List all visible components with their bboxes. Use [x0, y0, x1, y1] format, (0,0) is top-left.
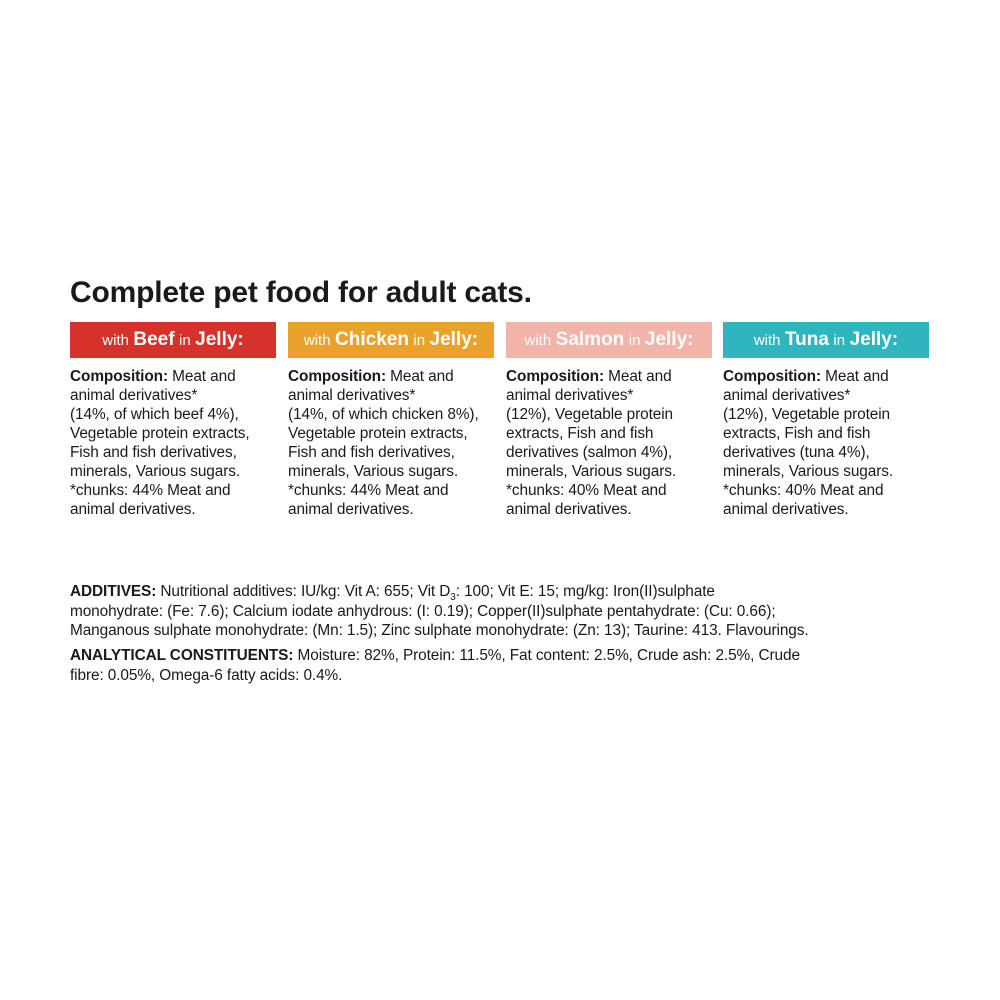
variant-banner: [70, 322, 276, 358]
banner-jelly: Jelly:: [849, 329, 899, 350]
composition-text: [506, 367, 712, 519]
variant-banner: [506, 322, 712, 358]
composition-line: animal derivatives*: [288, 387, 416, 404]
composition-text: [70, 367, 276, 519]
composition-line: animal derivatives*: [70, 387, 198, 404]
composition-line: minerals, Various sugars.: [70, 463, 240, 480]
composition-line: extracts, Fish and fish: [723, 425, 871, 442]
composition-line: Fish and fish derivatives,: [70, 444, 237, 461]
banner-jelly: Jelly:: [644, 329, 694, 350]
subscript: 3: [450, 592, 456, 604]
analytical-label: ANALYTICAL CONSTITUENTS:: [70, 647, 294, 664]
page-title: Complete pet food for adult cats.: [70, 276, 532, 309]
composition-line: Fish and fish derivatives,: [288, 444, 455, 461]
composition-text: [288, 367, 494, 519]
composition-line: *chunks: 44% Meat and: [70, 482, 231, 499]
variant-salmon: [506, 322, 712, 519]
variant-banner: [723, 322, 929, 358]
composition-line: Meat and: [172, 368, 236, 385]
variant-chicken: [288, 322, 494, 519]
composition-line: Meat and: [390, 368, 454, 385]
composition-line: animal derivatives.: [506, 501, 632, 518]
composition-line: animal derivatives*: [506, 387, 634, 404]
composition-line: (12%), Vegetable protein: [723, 406, 891, 423]
banner-with: with: [303, 332, 331, 349]
composition-line: Meat and: [608, 368, 672, 385]
composition-line: *chunks: 44% Meat and: [288, 482, 449, 499]
composition-line: (12%), Vegetable protein: [506, 406, 674, 423]
composition-line: animal derivatives.: [723, 501, 849, 518]
composition-line: *chunks: 40% Meat and: [506, 482, 667, 499]
composition-line: minerals, Various sugars.: [723, 463, 893, 480]
composition-label: Composition:: [70, 368, 168, 385]
variant-banner: [288, 322, 494, 358]
composition-line: extracts, Fish and fish: [506, 425, 654, 442]
banner-flavour: Chicken: [335, 329, 409, 350]
composition-line: *chunks: 40% Meat and: [723, 482, 884, 499]
composition-label: Composition:: [288, 368, 386, 385]
composition-line: Vegetable protein extracts,: [288, 425, 468, 442]
analytical-line: fibre: 0.05%, Omega-6 fatty acids: 0.4%.: [70, 666, 343, 684]
composition-label: Composition:: [723, 368, 821, 385]
additives-line: Manganous sulphate monohydrate: (Mn: 1.5); Zinc sulphate monohydrate: (Zn: 13); Taurine: 413. Flavourings.: [70, 622, 809, 639]
composition-line: minerals, Various sugars.: [288, 463, 458, 480]
composition-line: minerals, Various sugars.: [506, 463, 676, 480]
composition-line: (14%, of which beef 4%),: [70, 406, 239, 423]
analytical-section: [70, 646, 950, 685]
banner-jelly: Jelly:: [429, 329, 479, 350]
variant-beef: [70, 322, 276, 519]
analytical-line: Moisture: 82%, Protein: 11.5%, Fat content: 2.5%, Crude ash: 2.5%, Crude: [297, 647, 800, 664]
composition-line: derivatives (salmon 4%),: [506, 444, 673, 461]
composition-line: (14%, of which chicken 8%),: [288, 406, 479, 423]
additives-line: : 100; Vit E: 15; mg/kg: Iron(II)sulphate: [455, 583, 715, 600]
composition-line: animal derivatives.: [70, 501, 196, 518]
composition-text: [723, 367, 929, 519]
banner-with: with: [524, 332, 552, 349]
composition-line: animal derivatives*: [723, 387, 851, 404]
banner-in: in: [179, 332, 191, 349]
additives-label: ADDITIVES:: [70, 583, 157, 600]
banner-flavour: Salmon: [555, 329, 625, 350]
banner-with: with: [753, 332, 781, 349]
additives-line: Nutritional additives: IU/kg: Vit A: 655; Vit D: [160, 583, 451, 600]
additives-section: [70, 582, 950, 641]
banner-in: in: [833, 332, 846, 349]
composition-line: Vegetable protein extracts,: [70, 425, 250, 442]
banner-jelly: Jelly:: [195, 329, 244, 350]
composition-line: Meat and: [825, 368, 889, 385]
banner-in: in: [628, 332, 641, 349]
composition-line: animal derivatives.: [288, 501, 414, 518]
banner-in: in: [413, 332, 426, 349]
additives-line: monohydrate: (Fe: 7.6); Calcium iodate anhydrous: (I: 0.19); Copper(II)sulphate pentahydrate: (Cu: 0.66);: [70, 602, 776, 620]
variant-tuna: [723, 322, 929, 519]
composition-line: derivatives (tuna 4%),: [723, 444, 870, 461]
banner-flavour: Tuna: [784, 329, 829, 350]
banner-with: with: [102, 332, 129, 349]
banner-flavour: Beef: [133, 329, 175, 350]
composition-label: Composition:: [506, 368, 604, 385]
